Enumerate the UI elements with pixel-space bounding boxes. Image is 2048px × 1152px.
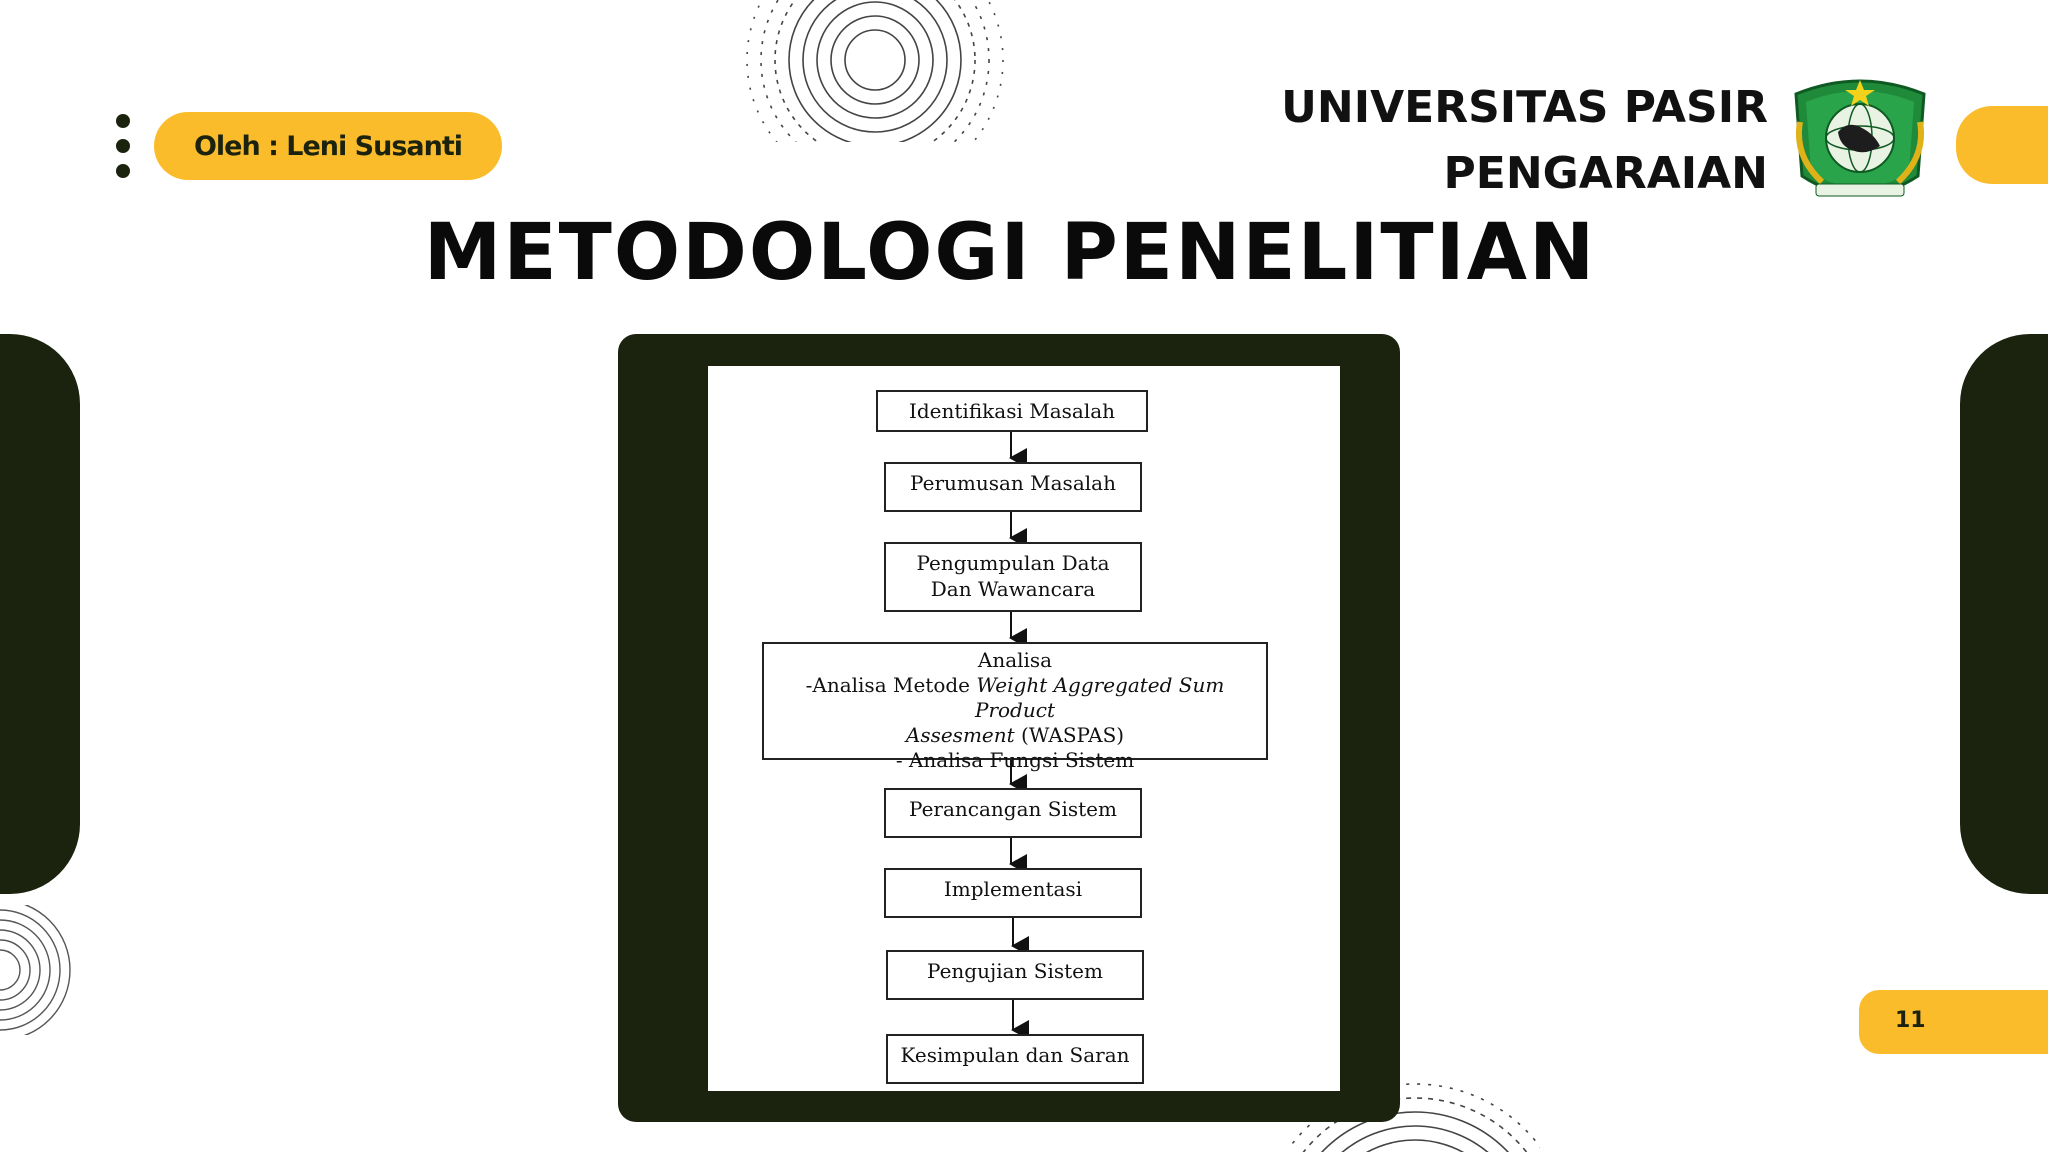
step-label: Pengujian Sistem [927, 959, 1103, 983]
university-name-line-2: PENGARAIAN [1443, 148, 1768, 199]
step-label-line-4: - Analisa Fungsi Sistem [895, 748, 1135, 772]
top-right-accent-pill [1956, 106, 2048, 184]
author-badge [154, 112, 502, 180]
page-number-tab [1859, 990, 2048, 1054]
flowchart-step-analisa [762, 642, 1268, 772]
step-label: Identifikasi Masalah [908, 399, 1116, 423]
right-decor-block [1960, 334, 2048, 894]
step-text: -Analisa Metode [805, 673, 977, 697]
flowchart-step-pengujian [886, 950, 1144, 1000]
flowchart-step-implementasi [884, 868, 1142, 918]
flowchart-step-identifikasi [876, 390, 1148, 432]
step-text-italic: Weight Aggregated Sum Product [975, 673, 1225, 722]
step-label: Perancangan Sistem [909, 797, 1117, 821]
step-text: (WASPAS) [1014, 723, 1125, 747]
step-label: Implementasi [943, 877, 1083, 901]
step-label-line-3 [764, 723, 1266, 748]
author-label: Oleh : Leni Susanti [193, 130, 463, 162]
university-seal-icon [1778, 72, 1942, 212]
flowchart-step-kesimpulan [886, 1034, 1144, 1084]
step-label-line-2: Dan Wawancara [930, 577, 1096, 601]
flowchart-step-perumusan [884, 462, 1142, 512]
left-decor-block [0, 334, 80, 894]
step-text-italic: Assesment [905, 723, 1015, 747]
page-number: 11 [1895, 1008, 1926, 1033]
step-label: Kesimpulan dan Saran [900, 1043, 1130, 1067]
step-label-line-1: Pengumpulan Data [916, 551, 1110, 575]
university-name-line-1: UNIVERSITAS PASIR [1281, 82, 1768, 133]
more-dots-icon [116, 114, 130, 180]
step-label-line-1: Analisa [977, 648, 1053, 672]
concentric-arcs-bottom-left [0, 905, 80, 1035]
step-label: Perumusan Masalah [910, 471, 1116, 495]
page-title: METODOLOGI PENELITIAN [423, 208, 1597, 298]
concentric-arcs-top [730, 0, 1020, 142]
research-methodology-flowchart [708, 366, 1340, 1091]
flowchart-step-perancangan [884, 788, 1142, 838]
step-label-line-2 [764, 673, 1266, 723]
flowchart-step-pengumpulan [884, 542, 1142, 612]
